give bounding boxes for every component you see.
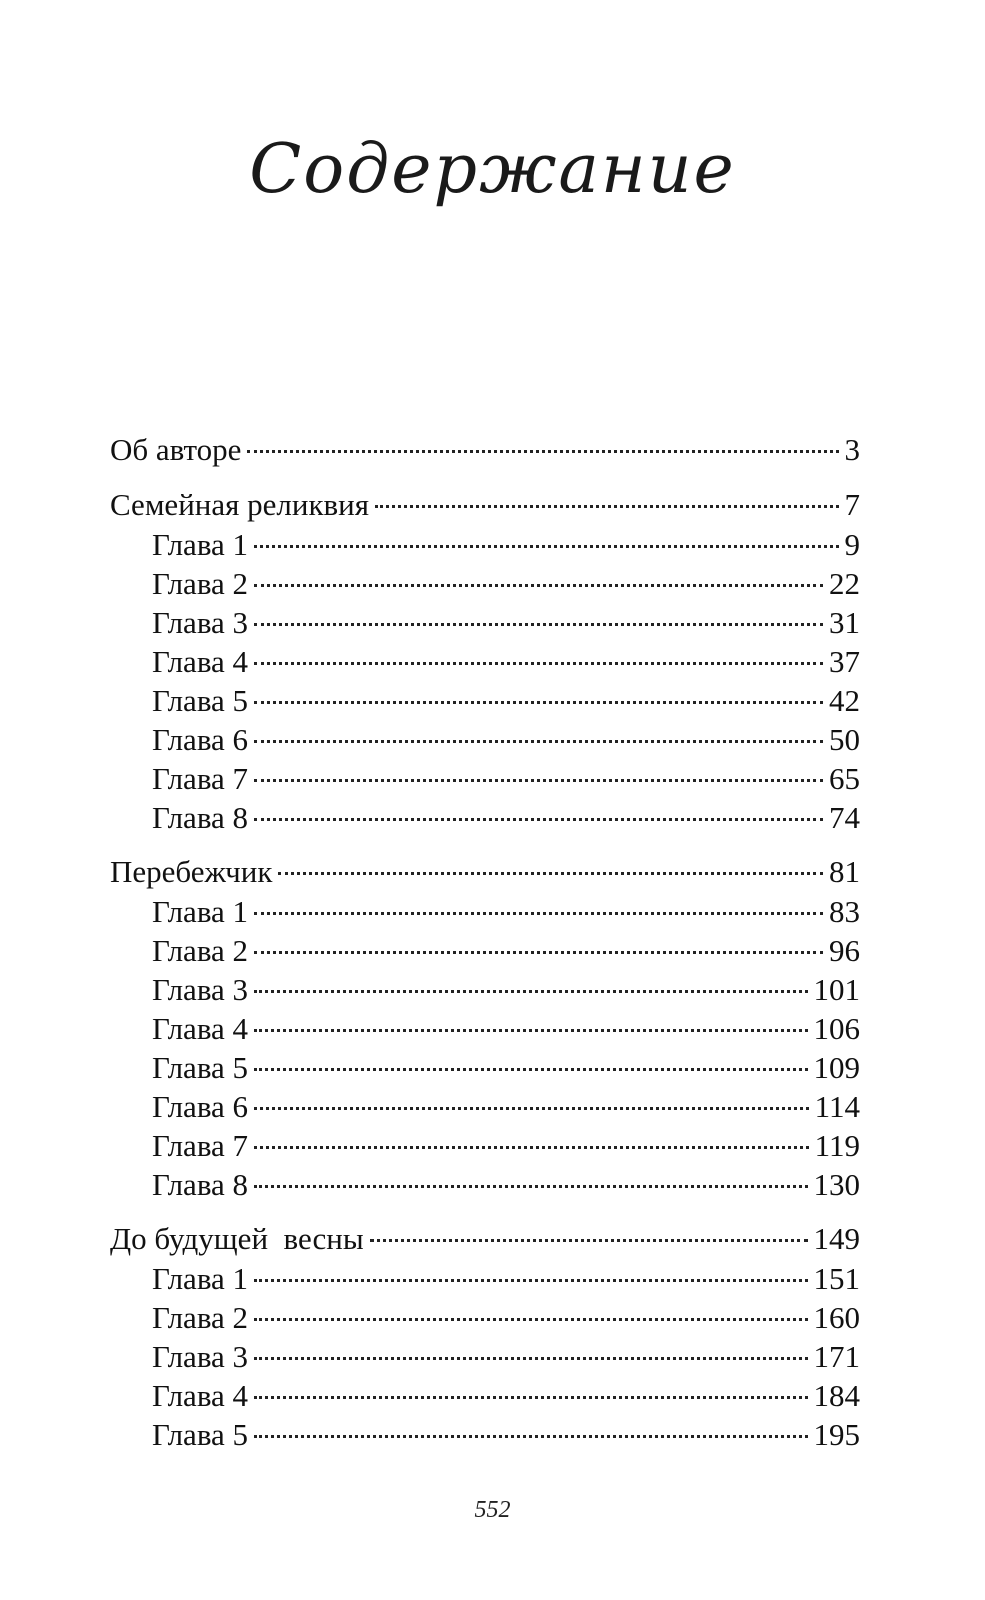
toc-chapter-entry[interactable]	[110, 1087, 860, 1126]
toc-chapter-entry[interactable]	[110, 681, 860, 720]
toc-entry-page: 151	[813, 1261, 860, 1296]
toc-entry-title: Глава 2	[152, 566, 249, 601]
toc-entry-title: Глава 1	[152, 894, 249, 929]
toc-section-entry[interactable]	[110, 485, 860, 525]
page-title: Содержание	[249, 130, 736, 209]
toc-section	[110, 430, 860, 470]
toc-entry-title: Глава 5	[152, 1417, 249, 1452]
toc-entry-page: 109	[813, 1050, 860, 1085]
toc-entry-title: Глава 8	[152, 800, 249, 835]
dot-leader	[254, 951, 823, 954]
toc-entry-title: Об авторе	[110, 432, 242, 467]
toc-entry-page: 119	[814, 1128, 860, 1163]
toc-entry-page: 3	[844, 432, 860, 467]
dot-leader	[254, 1279, 807, 1282]
dot-leader	[254, 584, 823, 587]
toc-chapter-entry[interactable]	[110, 1415, 860, 1454]
toc-entry-title: Глава 2	[152, 1300, 249, 1335]
toc-chapter-entry[interactable]	[110, 1259, 860, 1298]
toc-entry-title: Глава 3	[152, 1339, 249, 1374]
toc-section	[110, 1219, 860, 1454]
toc-chapter-entry[interactable]	[110, 564, 860, 603]
toc-entry-page: 171	[813, 1339, 860, 1374]
toc-entry-title: Глава 2	[152, 933, 249, 968]
dot-leader	[254, 1435, 807, 1438]
toc-chapter-entry[interactable]	[110, 642, 860, 681]
toc-chapter-entry[interactable]	[110, 1165, 860, 1204]
toc-chapter-entry[interactable]	[110, 931, 860, 970]
toc-entry-page: 114	[814, 1089, 860, 1124]
toc-entry-page: 149	[813, 1221, 860, 1256]
page-number: 552	[474, 1497, 511, 1523]
toc-chapter-entry[interactable]	[110, 759, 860, 798]
dot-leader	[254, 1146, 809, 1149]
dot-leader	[254, 740, 823, 743]
toc-entry-page: 50	[829, 722, 860, 757]
toc-chapter-entry[interactable]	[110, 1126, 860, 1165]
toc-entry-page: 31	[829, 605, 860, 640]
toc-entry-title: Глава 5	[152, 1050, 249, 1085]
toc-chapter-entry[interactable]	[110, 525, 860, 564]
dot-leader	[254, 1185, 807, 1188]
toc-entry-title: Глава 6	[152, 1089, 249, 1124]
dot-leader	[254, 1068, 807, 1071]
toc-entry-title: Глава 3	[152, 972, 249, 1007]
toc-entry-title: Глава 7	[152, 1128, 249, 1163]
toc-entry-title: Глава 7	[152, 761, 249, 796]
toc-entry-page: 195	[813, 1417, 860, 1452]
toc-chapter-entry[interactable]	[110, 970, 860, 1009]
toc-entry-page: 7	[844, 487, 860, 522]
dot-leader	[254, 1107, 809, 1110]
toc-chapter-entry[interactable]	[110, 603, 860, 642]
toc-entry-page: 83	[829, 894, 860, 929]
toc-entry-title: Глава 3	[152, 605, 249, 640]
toc-section	[110, 852, 860, 1204]
toc-entry-title: Перебежчик	[110, 854, 273, 889]
toc-chapter-entry[interactable]	[110, 1337, 860, 1376]
toc-entry-page: 37	[829, 644, 860, 679]
toc-entry-page: 65	[829, 761, 860, 796]
toc-chapter-entry[interactable]	[110, 892, 860, 931]
toc-section	[110, 485, 860, 837]
toc-entry-title: Глава 5	[152, 683, 249, 718]
toc-entry-page: 9	[844, 527, 860, 562]
toc-entry-title: Глава 1	[152, 527, 249, 562]
toc-entry-page: 106	[813, 1011, 860, 1046]
dot-leader	[254, 662, 823, 665]
dot-leader	[254, 623, 823, 626]
toc-chapter-entry[interactable]	[110, 1009, 860, 1048]
toc-entry-page: 184	[813, 1378, 860, 1413]
toc-section-entry[interactable]	[110, 1219, 860, 1259]
dot-leader	[254, 912, 823, 915]
toc-entry-title: До будущей весны	[110, 1221, 364, 1256]
dot-leader	[254, 990, 807, 993]
dot-leader	[254, 545, 838, 548]
toc-chapter-entry[interactable]	[110, 1048, 860, 1087]
dot-leader	[254, 779, 823, 782]
toc-entry-page: 96	[829, 933, 860, 968]
toc-entry-page: 81	[829, 854, 860, 889]
toc-entry-title: Глава 6	[152, 722, 249, 757]
toc-entry-page: 160	[813, 1300, 860, 1335]
dot-leader	[254, 1396, 807, 1399]
toc-section-entry[interactable]	[110, 852, 860, 892]
toc-chapter-entry[interactable]	[110, 720, 860, 759]
toc-entry-title: Глава 4	[152, 1011, 249, 1046]
table-of-contents	[110, 430, 860, 1469]
dot-leader	[254, 701, 823, 704]
toc-section-entry[interactable]	[110, 430, 860, 470]
toc-entry-title: Глава 4	[152, 644, 249, 679]
toc-entry-title: Глава 4	[152, 1378, 249, 1413]
dot-leader	[254, 1029, 807, 1032]
dot-leader	[247, 450, 838, 453]
toc-entry-page: 130	[813, 1167, 860, 1202]
toc-entry-page: 42	[829, 683, 860, 718]
toc-chapter-entry[interactable]	[110, 1298, 860, 1337]
toc-entry-title: Семейная реликвия	[110, 487, 370, 522]
toc-chapter-entry[interactable]	[110, 798, 860, 837]
dot-leader	[254, 818, 823, 821]
dot-leader	[375, 505, 838, 508]
toc-entry-page: 74	[829, 800, 860, 835]
toc-entry-title: Глава 1	[152, 1261, 249, 1296]
toc-entry-page: 22	[829, 566, 860, 601]
dot-leader	[278, 872, 823, 875]
dot-leader	[254, 1318, 807, 1321]
toc-chapter-entry[interactable]	[110, 1376, 860, 1415]
toc-entry-page: 101	[813, 972, 860, 1007]
dot-leader	[254, 1357, 807, 1360]
toc-entry-title: Глава 8	[152, 1167, 249, 1202]
dot-leader	[370, 1239, 808, 1242]
